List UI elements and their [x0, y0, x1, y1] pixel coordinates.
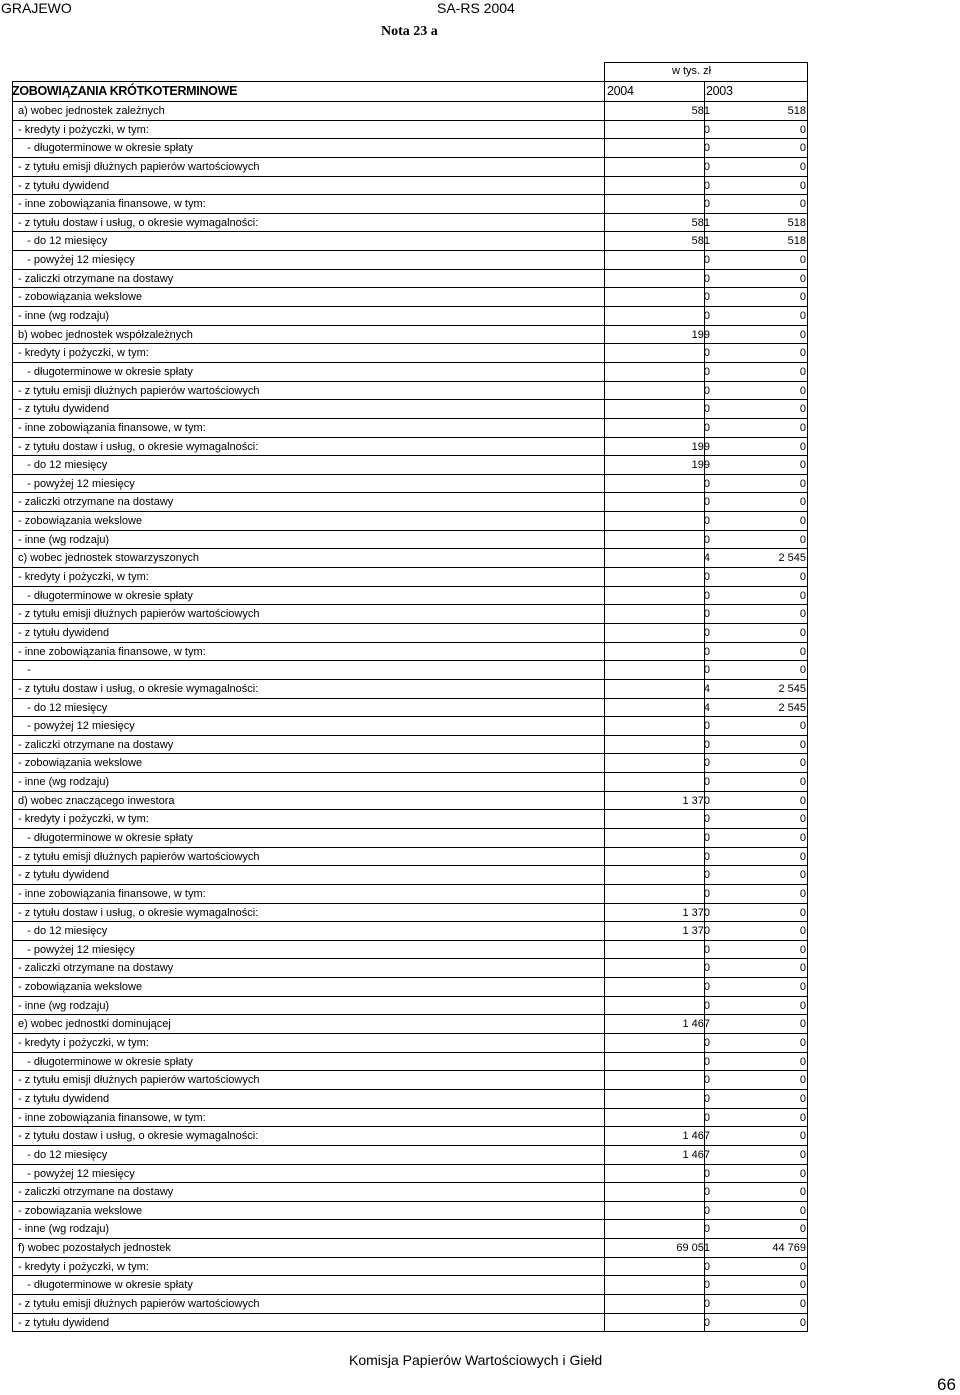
table-row [12, 904, 808, 923]
table-row [12, 717, 808, 736]
row-label: - zobowiązania wekslowe [18, 291, 143, 304]
value-2004: 0 [703, 123, 710, 136]
value-2003: 0 [799, 589, 806, 602]
value-2003: 0 [799, 1130, 806, 1143]
table-row [12, 475, 808, 494]
row-label: - z tytułu dostaw i usług, o okresie wymagalności: [18, 216, 259, 229]
col-header-2004: 2004 [607, 84, 634, 98]
value-2004: 0 [703, 496, 710, 509]
value-2004: 0 [703, 571, 710, 584]
table-row [12, 661, 808, 680]
value-2003: 44 769 [772, 1242, 806, 1255]
value-2003: 0 [799, 757, 806, 770]
value-2004: 0 [703, 179, 710, 192]
row-label: c) wobec jednostek stowarzyszonych [18, 552, 199, 565]
value-2003: 0 [799, 198, 806, 211]
table-row [12, 214, 808, 233]
table-row [12, 997, 808, 1016]
table-row [12, 549, 808, 568]
value-2004: 0 [703, 720, 710, 733]
value-2004: 0 [703, 626, 710, 639]
value-2004: 0 [703, 1037, 710, 1050]
row-label: - z tytułu dywidend [18, 179, 110, 192]
table-row [12, 1183, 808, 1202]
table-row [12, 1314, 808, 1333]
table-row [12, 1165, 808, 1184]
value-2003: 0 [799, 310, 806, 323]
value-2003: 0 [799, 365, 806, 378]
value-2004: 0 [703, 664, 710, 677]
value-2003: 0 [799, 887, 806, 900]
value-2004: 0 [703, 981, 710, 994]
table-row [12, 624, 808, 643]
value-2003: 2 545 [778, 552, 806, 565]
value-2004: 0 [703, 1204, 710, 1217]
row-label: - powyżej 12 miesięcy [18, 720, 135, 733]
value-2003: 0 [799, 738, 806, 751]
table-row [12, 587, 808, 606]
value-2004: 1 467 [682, 1130, 710, 1143]
value-2003: 0 [799, 328, 806, 341]
value-2004: 4 [703, 701, 710, 714]
value-2004: 581 [691, 105, 710, 117]
table-row [12, 1239, 808, 1258]
liabilities-table [12, 62, 808, 1332]
value-2004: 0 [703, 198, 710, 211]
table-row [12, 419, 808, 438]
company-name: GRAJEWO [1, 0, 72, 16]
value-2003: 0 [799, 869, 806, 882]
value-2004: 1 467 [682, 1148, 710, 1161]
value-2004: 0 [703, 738, 710, 751]
value-2003: 0 [799, 943, 806, 956]
row-label: - zaliczki otrzymane na dostawy [18, 962, 174, 975]
row-label: - inne (wg rodzaju) [18, 310, 110, 323]
value-2003: 0 [799, 254, 806, 267]
row-label: - z tytułu dywidend [18, 403, 110, 416]
value-2003: 0 [799, 981, 806, 994]
value-2004: 0 [703, 365, 710, 378]
row-label: - z tytułu emisji dłużnych papierów wartościowych [18, 160, 260, 173]
table-row [12, 232, 808, 251]
value-2003: 0 [799, 645, 806, 658]
value-2003: 0 [799, 1167, 806, 1180]
value-2003: 0 [799, 1298, 806, 1310]
value-2004: 0 [703, 142, 710, 155]
table-row [12, 736, 808, 755]
value-2004: 0 [703, 943, 710, 956]
value-2003: 0 [799, 1148, 806, 1161]
value-2004: 0 [703, 1092, 710, 1105]
row-label: - z tytułu dostaw i usług, o okresie wymagalności: [18, 440, 259, 453]
value-2003: 0 [799, 720, 806, 733]
row-label: - długoterminowe w okresie spłaty [18, 589, 193, 602]
row-label: - z tytułu dostaw i usług, o okresie wymagalności: [18, 906, 259, 919]
value-2004: 0 [703, 254, 710, 267]
value-2004: 0 [703, 384, 710, 397]
table-row [12, 568, 808, 587]
table-row [12, 531, 808, 550]
table-row [12, 1090, 808, 1109]
row-label: - z tytułu emisji dłużnych papierów wartościowych [18, 1074, 260, 1087]
value-2003: 0 [799, 608, 806, 621]
row-label: - z tytułu emisji dłużnych papierów wartościowych [18, 608, 260, 621]
table-row [12, 941, 808, 960]
row-label: - długoterminowe w okresie spłaty [18, 1055, 193, 1068]
row-label: - zobowiązania wekslowe [18, 757, 143, 770]
value-2003: 0 [799, 1186, 806, 1199]
table-row [12, 810, 808, 829]
col-header-2003: 2003 [706, 84, 733, 98]
value-2004: 0 [703, 421, 710, 434]
table-row [12, 1053, 808, 1072]
row-label: - z tytułu dywidend [18, 1316, 110, 1329]
value-2004: 0 [703, 999, 710, 1012]
value-2004: 0 [703, 813, 710, 826]
row-label: - zobowiązania wekslowe [18, 981, 143, 994]
value-2003: 0 [799, 347, 806, 360]
value-2004: 0 [703, 1279, 710, 1292]
value-2004: 0 [703, 272, 710, 285]
row-label: - do 12 miesięcy [18, 1148, 108, 1161]
value-2003: 0 [799, 1018, 806, 1031]
table-row [12, 158, 808, 177]
row-label: - kredyty i pożyczki, w tym: [18, 813, 149, 826]
table-row [12, 139, 808, 158]
value-2003: 518 [787, 216, 806, 229]
table-row [12, 1220, 808, 1239]
value-2003: 0 [799, 794, 806, 807]
row-label: e) wobec jednostki dominującej [18, 1018, 171, 1031]
value-2003: 0 [799, 533, 806, 546]
table-row [12, 1034, 808, 1053]
value-2004: 4 [703, 682, 710, 695]
value-2003: 0 [799, 384, 806, 397]
row-label: - z tytułu dostaw i usług, o okresie wymagalności: [18, 1130, 259, 1143]
table-row [12, 1015, 808, 1034]
unit-label: w tys. zł [672, 65, 712, 77]
value-2003: 0 [799, 291, 806, 304]
table-body [12, 102, 808, 1332]
note-title: Nota 23 a [381, 24, 438, 39]
table-row [12, 1202, 808, 1221]
table-row [12, 382, 808, 401]
footer-text: Komisja Papierów Wartościowych i Giełd [349, 1352, 603, 1368]
value-2004: 0 [703, 1316, 710, 1329]
row-label: - zobowiązania wekslowe [18, 515, 143, 528]
value-2003: 0 [799, 813, 806, 826]
value-2003: 0 [799, 179, 806, 192]
row-label: b) wobec jednostek współzależnych [18, 328, 193, 341]
row-label: a) wobec jednostek zależnych [18, 105, 165, 117]
value-2004: 0 [703, 533, 710, 546]
table-row [12, 978, 808, 997]
row-label: - inne (wg rodzaju) [18, 776, 110, 789]
row-label: - z tytułu emisji dłużnych papierów wartościowych [18, 1298, 260, 1310]
value-2003: 0 [799, 1074, 806, 1087]
value-2003: 2 545 [778, 701, 806, 714]
row-label: f) wobec pozostałych jednostek [18, 1242, 171, 1255]
value-2004: 0 [703, 403, 710, 416]
value-2004: 1 370 [682, 794, 710, 807]
value-2003: 0 [799, 515, 806, 528]
unit-row [12, 62, 808, 82]
row-label: - inne zobowiązania finansowe, w tym: [18, 645, 206, 658]
table-row [12, 1258, 808, 1277]
row-label: - długoterminowe w okresie spłaty [18, 365, 193, 378]
value-2003: 518 [787, 235, 806, 248]
row-label: - długoterminowe w okresie spłaty [18, 831, 193, 844]
row-label: - [18, 664, 31, 677]
value-2003: 0 [799, 123, 806, 136]
value-2004: 0 [703, 757, 710, 770]
row-label: - powyżej 12 miesięcy [18, 477, 135, 490]
page-number: 66 [937, 1375, 956, 1394]
table-row [12, 251, 808, 270]
value-2004: 581 [691, 235, 710, 248]
row-label: - kredyty i pożyczki, w tym: [18, 347, 149, 360]
table-row [12, 456, 808, 475]
value-2004: 199 [691, 328, 710, 341]
row-label: - powyżej 12 miesięcy [18, 1167, 135, 1180]
table-row [12, 102, 808, 121]
value-2003: 0 [799, 142, 806, 155]
value-2003: 0 [799, 962, 806, 975]
value-2003: 0 [799, 496, 806, 509]
value-2004: 0 [703, 477, 710, 490]
table-row [12, 1276, 808, 1295]
value-2003: 0 [799, 1223, 806, 1236]
row-label: d) wobec znaczącego inwestora [18, 794, 175, 807]
value-2003: 0 [799, 1260, 806, 1273]
value-2003: 2 545 [778, 682, 806, 695]
table-row [12, 848, 808, 867]
value-2004: 0 [703, 515, 710, 528]
table-row [12, 307, 808, 326]
value-2003: 0 [799, 850, 806, 863]
row-label: - inne zobowiązania finansowe, w tym: [18, 1111, 206, 1124]
value-2003: 0 [799, 459, 806, 472]
value-2004: 0 [703, 645, 710, 658]
value-2003: 0 [799, 571, 806, 584]
value-2003: 0 [799, 1055, 806, 1068]
value-2004: 69 051 [676, 1242, 710, 1255]
table-row [12, 288, 808, 307]
value-2003: 0 [799, 477, 806, 490]
value-2004: 0 [703, 831, 710, 844]
row-label: - kredyty i pożyczki, w tym: [18, 571, 149, 584]
table-row [12, 195, 808, 214]
value-2003: 0 [799, 1111, 806, 1124]
row-label: - do 12 miesięcy [18, 235, 108, 248]
value-2003: 0 [799, 403, 806, 416]
row-label: - powyżej 12 miesięcy [18, 254, 135, 267]
table-header-row [12, 82, 808, 102]
value-2003: 0 [799, 1279, 806, 1292]
report-code: SA-RS 2004 [437, 0, 515, 16]
table-row [12, 959, 808, 978]
table-row [12, 438, 808, 457]
value-2004: 199 [691, 440, 710, 453]
value-2004: 0 [703, 1186, 710, 1199]
value-2003: 0 [799, 1204, 806, 1217]
value-2003: 0 [799, 831, 806, 844]
value-2004: 0 [703, 160, 710, 173]
value-2003: 0 [799, 1037, 806, 1050]
value-2003: 0 [799, 999, 806, 1012]
value-2004: 0 [703, 291, 710, 304]
value-2003: 0 [799, 626, 806, 639]
row-label: - zobowiązania wekslowe [18, 1204, 143, 1217]
row-label: - kredyty i pożyczki, w tym: [18, 1037, 149, 1050]
value-2004: 0 [703, 1074, 710, 1087]
value-2003: 0 [799, 440, 806, 453]
table-row [12, 1071, 808, 1090]
value-2003: 0 [799, 1316, 806, 1329]
table-row [12, 605, 808, 624]
row-label: - zaliczki otrzymane na dostawy [18, 272, 174, 285]
value-2003: 0 [799, 272, 806, 285]
value-2004: 1 467 [682, 1018, 710, 1031]
table-row [12, 121, 808, 140]
row-label: - zaliczki otrzymane na dostawy [18, 738, 174, 751]
value-2003: 0 [799, 664, 806, 677]
row-label: - inne (wg rodzaju) [18, 999, 110, 1012]
row-label: - zaliczki otrzymane na dostawy [18, 496, 174, 509]
table-row [12, 885, 808, 904]
value-2004: 0 [703, 589, 710, 602]
table-row [12, 1146, 808, 1165]
value-2004: 1 370 [682, 906, 710, 919]
table-row [12, 326, 808, 345]
value-2004: 1 370 [682, 925, 710, 938]
value-2004: 0 [703, 347, 710, 360]
row-label: - inne zobowiązania finansowe, w tym: [18, 421, 206, 434]
value-2004: 0 [703, 1111, 710, 1124]
value-2004: 581 [691, 216, 710, 229]
row-label: - długoterminowe w okresie spłaty [18, 142, 193, 155]
value-2003: 0 [799, 1092, 806, 1105]
value-2004: 0 [703, 1260, 710, 1273]
table-row [12, 1295, 808, 1314]
value-2003: 0 [799, 421, 806, 434]
row-label: - z tytułu dywidend [18, 869, 110, 882]
row-label: - zaliczki otrzymane na dostawy [18, 1186, 174, 1199]
row-label: - do 12 miesięcy [18, 459, 108, 472]
row-label: - długoterminowe w okresie spłaty [18, 1279, 193, 1292]
table-row [12, 922, 808, 941]
row-label: - kredyty i pożyczki, w tym: [18, 123, 149, 136]
row-label: - z tytułu emisji dłużnych papierów wartościowych [18, 384, 260, 397]
table-row [12, 400, 808, 419]
row-label: - kredyty i pożyczki, w tym: [18, 1260, 149, 1273]
table-row [12, 754, 808, 773]
table-row [12, 680, 808, 699]
value-2004: 0 [703, 1167, 710, 1180]
table-row [12, 643, 808, 662]
value-2004: 4 [703, 552, 710, 565]
row-label: - z tytułu emisji dłużnych papierów wartościowych [18, 850, 260, 863]
row-label: - inne zobowiązania finansowe, w tym: [18, 198, 206, 211]
value-2004: 0 [703, 869, 710, 882]
value-2003: 0 [799, 160, 806, 173]
table-row [12, 493, 808, 512]
table-row [12, 792, 808, 811]
table-row [12, 363, 808, 382]
value-2004: 0 [703, 962, 710, 975]
row-label: - inne zobowiązania finansowe, w tym: [18, 887, 206, 900]
value-2004: 0 [703, 1298, 710, 1310]
value-2004: 0 [703, 887, 710, 900]
row-label: - do 12 miesięcy [18, 925, 108, 938]
value-2003: 518 [787, 105, 806, 117]
value-2004: 199 [691, 459, 710, 472]
table-row [12, 1127, 808, 1146]
table-row [12, 270, 808, 289]
table-row [12, 1109, 808, 1128]
row-label: - z tytułu dywidend [18, 626, 110, 639]
value-2004: 0 [703, 310, 710, 323]
value-2003: 0 [799, 925, 806, 938]
row-label: - do 12 miesięcy [18, 701, 108, 714]
table-row [12, 344, 808, 363]
value-2003: 0 [799, 776, 806, 789]
value-2003: 0 [799, 906, 806, 919]
value-2004: 0 [703, 776, 710, 789]
value-2004: 0 [703, 850, 710, 863]
row-label: - powyżej 12 miesięcy [18, 943, 135, 956]
table-row [12, 773, 808, 792]
row-label: - inne (wg rodzaju) [18, 533, 110, 546]
table-row [12, 699, 808, 718]
row-label: - z tytułu dywidend [18, 1092, 110, 1105]
value-2004: 0 [703, 1223, 710, 1236]
table-row [12, 512, 808, 531]
row-label: - inne (wg rodzaju) [18, 1223, 110, 1236]
table-row [12, 829, 808, 848]
table-row [12, 866, 808, 885]
value-2004: 0 [703, 608, 710, 621]
row-label: - z tytułu dostaw i usług, o okresie wymagalności: [18, 682, 259, 695]
table-row [12, 177, 808, 196]
value-2004: 0 [703, 1055, 710, 1068]
table-title: ZOBOWIĄZANIA KRÓTKOTERMINOWE [12, 84, 238, 98]
